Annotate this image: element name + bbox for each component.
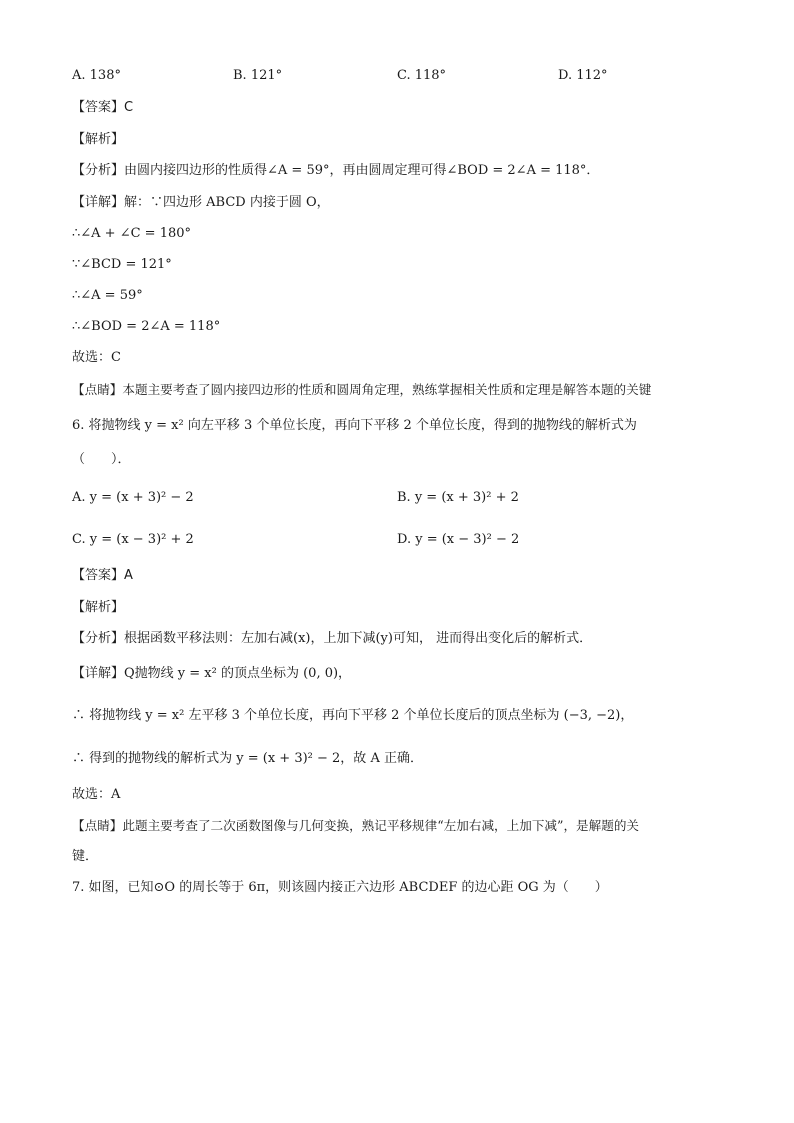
q5-option-b: B. 121°: [233, 68, 283, 83]
q5-detail-line-2: ∴∠A + ∠C = 180°: [72, 226, 192, 241]
q5-jiexi-heading: 【解析】: [72, 132, 125, 147]
q6-detail-line-3: ∴ 得到的抛物线的解析式为 y = (x + 3)² − 2，故 A 正确．: [72, 751, 423, 766]
q6-analysis: 【分析】根据函数平移法则：左加右减(x)，上加下减(y)可知， 进而得出变化后的解析式．: [72, 631, 593, 646]
q6-answer: 【答案】A: [72, 568, 133, 583]
q6-detail-line-1: 【详解】Q抛物线 y = x² 的顶点坐标为 (0, 0)，: [72, 666, 352, 681]
q6-choice: 故选：A: [72, 787, 121, 802]
q5-option-d: D. 112°: [558, 68, 608, 83]
q5-detail-line-3: ∵∠BCD = 121°: [72, 257, 172, 272]
q6-option-a: A. y = (x + 3)² − 2: [72, 490, 194, 505]
q5-choice: 故选：C: [72, 350, 121, 365]
q6-stem: 6. 将抛物线 y = x² 向左平移 3 个单位长度，再向下平移 2 个单位长度，得到的抛物线的解析式为: [72, 418, 637, 433]
q6-option-d: D. y = (x − 3)² − 2: [397, 532, 520, 547]
q6-jiexi-heading: 【解析】: [72, 600, 125, 615]
q5-option-a: A. 138°: [72, 68, 121, 83]
q7-stem: 7. 如图，已知⊙O 的周长等于 6π，则该圆内接正六边形 ABCDEF 的边心距 OG 为（ ）: [72, 880, 608, 895]
q5-detail-line-4: ∴∠A = 59°: [72, 288, 143, 303]
q5-detail-line-1: 【详解】解：∵四边形 ABCD 内接于圆 O，: [72, 195, 330, 210]
q6-comment-line-1: 【点睛】此题主要考查了二次函数图像与几何变换，熟记平移规律“左加右减，上加下减”，是解题的关: [72, 818, 640, 833]
q6-detail-line-2: ∴ 将抛物线 y = x² 左平移 3 个单位长度，再向下平移 2 个单位长度后的顶点坐标为 (−3, −2)，: [72, 708, 634, 723]
q5-option-c: C. 118°: [397, 68, 447, 83]
q5-answer: 【答案】C: [72, 100, 134, 115]
q6-comment-line-2: 键．: [72, 849, 99, 864]
q5-detail-line-5: ∴∠BOD = 2∠A = 118°: [72, 319, 221, 334]
q6-option-b: B. y = (x + 3)² + 2: [397, 490, 519, 505]
q6-option-c: C. y = (x − 3)² + 2: [72, 532, 194, 547]
q5-comment: 【点睛】本题主要考查了圆内接四边形的性质和圆周角定理，熟练掌握相关性质和定理是解答本题的关键: [72, 382, 652, 397]
q5-analysis: 【分析】由圆内接四边形的性质得∠A = 59°，再由圆周定理可得∠BOD = 2∠A = 118°．: [72, 163, 600, 178]
q6-stem-bracket: （ ）．: [72, 452, 131, 467]
